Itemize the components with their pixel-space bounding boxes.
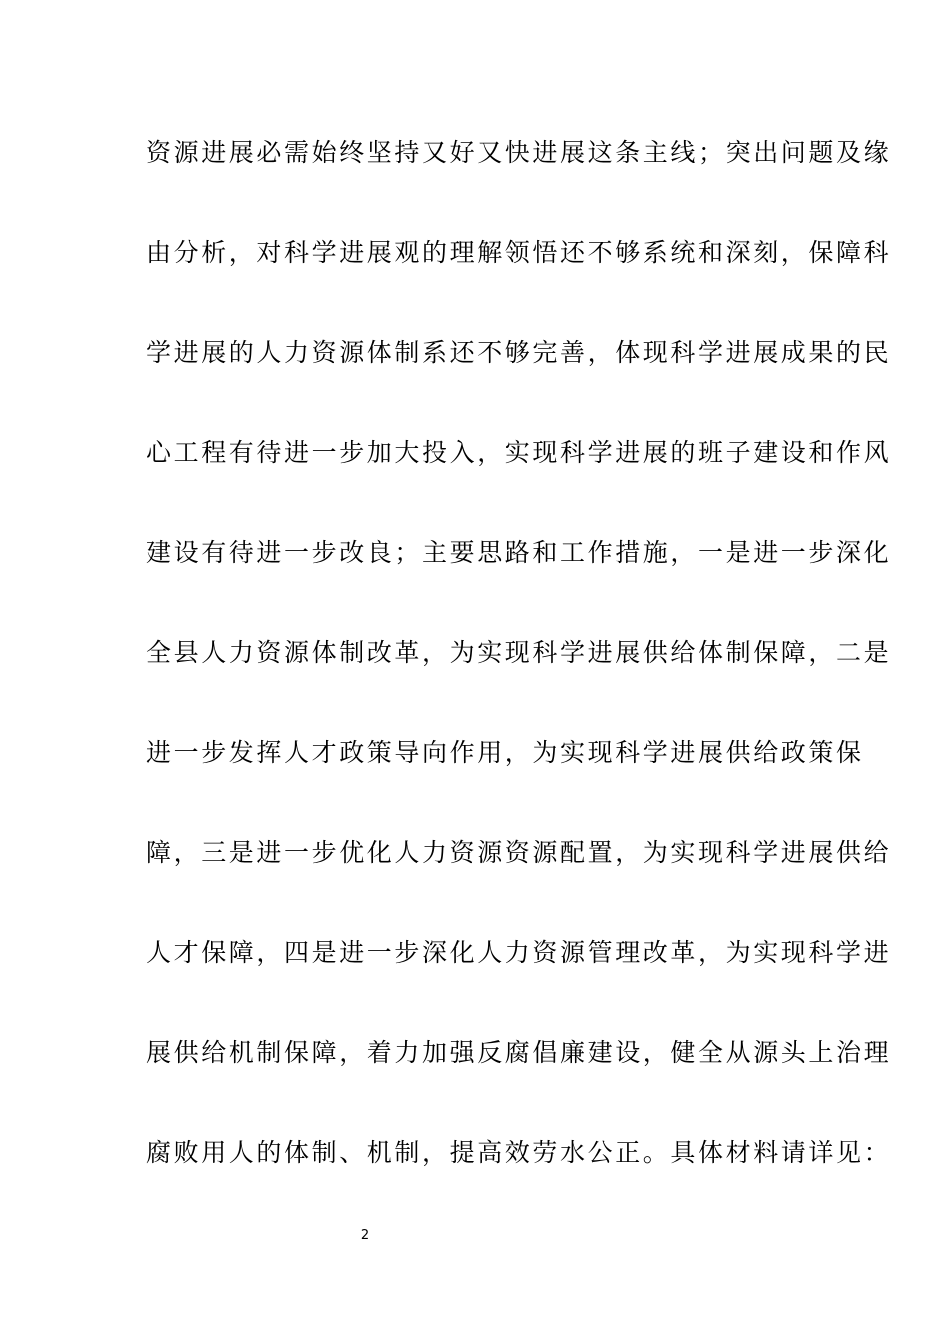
text-line: 建设有待进一步改良；主要思路和工作措施，一是进一步深化 bbox=[146, 538, 892, 567]
text-line: 展供给机制保障，着力加强反腐倡廉建设，健全从源头上治理 bbox=[146, 1038, 892, 1067]
text-line: 学进展的人力资源体制系还不够完善，体现科学进展成果的民 bbox=[146, 338, 892, 367]
text-line: 人才保障，四是进一步深化人力资源管理改革，为实现科学进 bbox=[146, 938, 892, 967]
text-line: 资源进展必需始终坚持又好又快进展这条主线；突出问题及缘 bbox=[146, 138, 892, 167]
text-line: 腐败用人的体制、机制，提高效劳水公正。具体材料请详见： bbox=[146, 1138, 892, 1167]
body-paragraph bbox=[146, 131, 892, 1231]
text-line: 心工程有待进一步加大投入，实现科学进展的班子建设和作风 bbox=[146, 438, 892, 467]
text-line: 由分析，对科学进展观的理解领悟还不够系统和深刻，保障科 bbox=[146, 238, 892, 267]
text-line: 障，三是进一步优化人力资源资源配置，为实现科学进展供给 bbox=[146, 838, 892, 867]
text-line: 进一步发挥人才政策导向作用，为实现科学进展供给政策保 bbox=[146, 738, 864, 767]
page-number: 2 bbox=[360, 1228, 370, 1243]
text-line: 全县人力资源体制改革，为实现科学进展供给体制保障，二是 bbox=[146, 638, 892, 667]
